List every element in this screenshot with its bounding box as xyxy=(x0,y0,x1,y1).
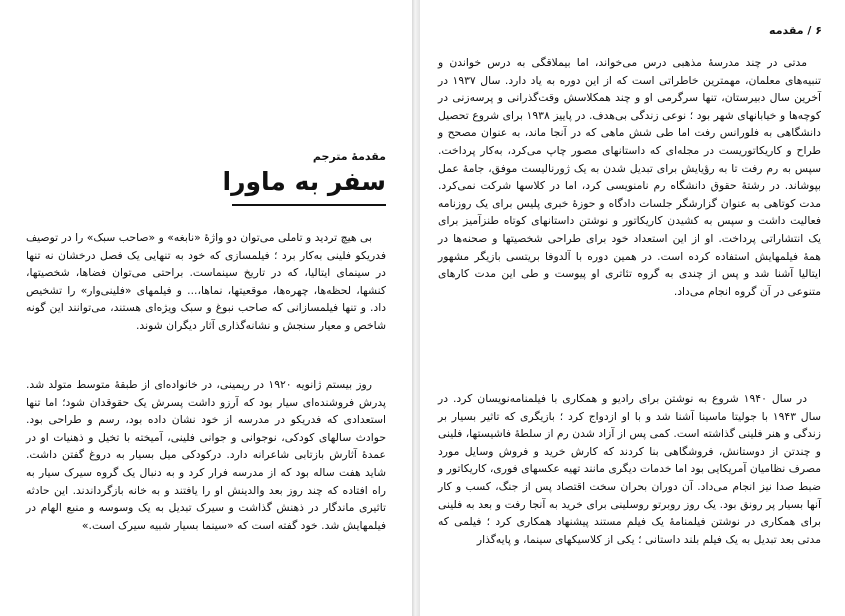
left-page xyxy=(0,0,412,616)
translator-intro-label: مقدمهٔ مترجم xyxy=(312,150,386,163)
right-paragraph-1: مدتی در چند مدرسهٔ مذهبی درس می‌خواند، اما بیملاقگی به درس خواندن و تنبیه‌های معلمان، مهمترین خاطراتی است که از این دوره به یاد دارد. سال ۱۹۳۷ در آخرین سال دبیرستان، تنها سرگرمی او و چند همکلاسش وقت‌گذرانی و پرسه‌زنی در کوچه‌ها و خیابانهای شهر بود ؛ نوعی زندگی بی‌هدف. در پاییز ۱۹۳۸ برای شروع تحصیل دانشگاهی به فلورانس رفت اما طی شش ماهی که در آنجا ماند، به عنوان مصحح و طراح و کاریکاتوریست در مجله‌ای که داستانهای مصور چاپ می‌کرد، به‌کار پرداخت. سپس به رم رفت تا به رؤیایش برای تبدیل شدن به یک ژورنالیست موفق، جامهٔ عمل بپوشاند. در رشتهٔ حقوق دانشگاه رم نامنویسی کرد، اما در کلاسها شرکت نمی‌کرد. مدت کوتاهی به عنوان گزارشگر جلسات دادگاه و حوزهٔ خبری پلیس برای یک روزنامه فعالیت داشت و سپس به کشیدن کاریکاتور و نوشتن داستانهای کوتاه طنزآمیز برای یک انتشاراتی پرداخت. او از این استعداد خود برای طراحی شخصیتها و صحنه‌ها در همهٔ فیلمهایش استفاده کرده است. در همین دوره با آلدوفا بریتسی بازیگر مشهور ایتالیا آشنا شد و پس از چندی به گروه تئاتری او پیوست و طی این مدت کارهای متنوعی در آن گروه انجام می‌داد. xyxy=(438,56,821,298)
right-page xyxy=(420,0,845,616)
chapter-title: سفر به ماورا xyxy=(222,167,386,196)
left-paragraph-2: روز بیستم ژانویه ۱۹۲۰ در ریمینی، در خانواده‌ای از طبقهٔ متوسط متولد شد. پدرش فروشنده‌ای سیار بود که آرزو داشت پسرش یک حقوقدان شود؛ اما تنها استعدادی که فدریکو در مدرسه از خود نشان داده بود، رسم و طراحی بود. حوادث سالهای کودکی، نوجوانی و جوانی فلینی، آمیخته با تخیل و ذهنیات او در عمدهٔ آثارش بازتابی شاعرانه دارد. درکودکی میل بسیار به دروغ گفتن داشت. شاید هفت ساله بود که از مدرسه فرار کرد و به دنبال یک گروه سیرک سیار به راه افتاده که چند روز بعد والدینش او را یافتند و به خانه بازگرداندند. این حادثه تاثیری ماندگار در ذهنش گذاشت و سیرک تبدیل به یک وسوسه و منبع الهام در فیلمهایش شد. خود گفته است که «سینما بسیار شبیه سیرک است.» xyxy=(26,378,386,532)
book-gutter xyxy=(412,0,420,616)
left-paragraph-1: بی هیچ تردید و تاملی می‌توان دو واژهٔ «نابغه» و «صاحب سبک» را در توصیف فدریکو فلینی به‌کار برد ؛ فیلمسازی که خود به تنهایی یک فصل درخشان نه تنها در سینمای ایتالیا، که در تاریخ سینماست. براحتی می‌توان فضاها، شخصیتها، کنشها، لحظه‌ها، چهره‌ها، موقعیتها، نماها،... و فیلمهای «فلینی‌وار» را تشخیص داد. و تنها فیلمسازانی که صاحب نبوغ و سبک ویژه‌ای هستند، می‌توانند این گونه شاخص و معیار سنجش و نشانه‌گذاری آثار دیگران شوند. xyxy=(26,231,386,332)
title-underline xyxy=(232,204,386,206)
right-paragraph-2: در سال ۱۹۴۰ شروع به نوشتن برای رادیو و همکاری با فیلمنامه‌نویسان کرد. در سال ۱۹۴۳ با جولیتا ماسینا آشنا شد و با او ازدواج کرد ؛ بازیگری که تاثیر بسیار بر زندگی و هنر فلینی گذاشته است. کمی پس از آزاد شدن رم از سلطهٔ فاشیستها، فلینی و چندتن از دوستانش، فروشگاهی بنا کردند که کارش خرید و فروش وسایل مورد مصرف نظامیان آمریکایی بود اما خدمات دیگری مانند تهیه عکسهای فوری، کاریکاتور و ضبط صدا نیز انجام می‌داد. آن دوران بحران سخت اقتصاد پس از جنگ، کسب و کار آنها بسیار پر رونق بود. یک روز روبرتو روسلینی برای خرید به آنجا رفت و بعد به فلینی برای همکاری در نوشتن فیلمنامهٔ یک فیلم مستند پیشنهاد همکاری کرد ؛ فیلمی که مدتی بعد تبدیل به یک فیلم بلند داستانی ؛ یکی از کلاسیکهای سینما، و پایه‌گذار xyxy=(438,392,821,546)
page-header: ۶ / مقدمه xyxy=(769,24,822,37)
